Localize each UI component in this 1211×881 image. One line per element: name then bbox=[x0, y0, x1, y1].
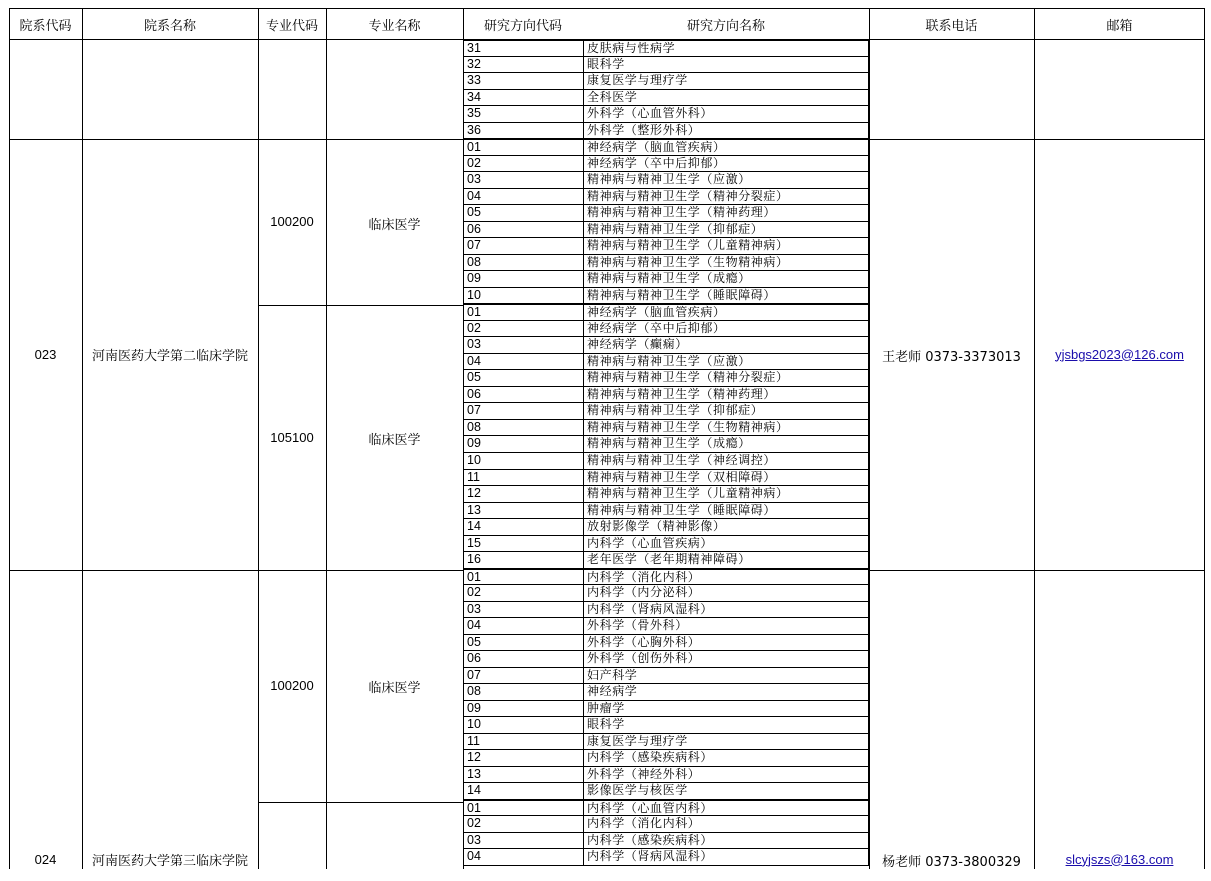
direction-row bbox=[463, 354, 869, 371]
header-major-name: 专业名称 bbox=[326, 8, 463, 40]
direction-row bbox=[463, 470, 869, 487]
direction-row bbox=[463, 503, 869, 520]
direction-row bbox=[463, 337, 869, 354]
direction-row bbox=[463, 552, 869, 569]
admissions-table bbox=[9, 8, 1205, 869]
direction-row bbox=[463, 833, 869, 850]
direction-row bbox=[463, 536, 869, 553]
header-phone: 联系电话 bbox=[869, 8, 1034, 40]
direction-code: 13 bbox=[464, 503, 584, 519]
block-separator bbox=[9, 139, 463, 140]
direction-row bbox=[463, 420, 869, 437]
contact-email[interactable] bbox=[1034, 339, 1205, 369]
direction-code: 09 bbox=[464, 436, 584, 452]
dept-code: 024 bbox=[34, 851, 57, 867]
direction-row bbox=[463, 156, 869, 173]
direction-code: 32 bbox=[464, 57, 584, 73]
major-name: 临床医学 bbox=[368, 432, 421, 448]
direction-row bbox=[463, 90, 869, 107]
direction-row bbox=[463, 734, 869, 751]
direction-name: 精神病与精神卫生学（睡眠障碍） bbox=[587, 502, 777, 517]
direction-code: 07 bbox=[464, 668, 584, 684]
direction-row bbox=[463, 618, 869, 635]
direction-code: 11 bbox=[464, 734, 584, 750]
direction-name: 内科学（肾病风湿科） bbox=[587, 601, 714, 616]
direction-name: 精神病与精神卫生学（抑郁症） bbox=[587, 221, 764, 236]
direction-name: 肿瘤学 bbox=[587, 700, 625, 715]
direction-code: 08 bbox=[464, 420, 584, 436]
direction-name: 眼科学 bbox=[587, 56, 625, 71]
direction-code: 02 bbox=[464, 585, 584, 601]
direction-name: 皮肤病与性病学 bbox=[587, 41, 676, 55]
direction-name: 内科学（消化内科） bbox=[587, 569, 701, 584]
dept-name: 河南医药大学第二临床学院 bbox=[91, 348, 248, 364]
direction-name: 精神病与精神卫生学（精神药理） bbox=[587, 205, 777, 220]
direction-row bbox=[463, 205, 869, 222]
direction-name: 康复医学与理疗学 bbox=[587, 733, 688, 748]
direction-row bbox=[463, 453, 869, 470]
direction-row bbox=[463, 783, 869, 800]
direction-name: 精神病与精神卫生学（精神分裂症） bbox=[587, 188, 789, 203]
direction-row bbox=[463, 569, 869, 586]
direction-row bbox=[463, 486, 869, 503]
direction-row bbox=[463, 370, 869, 387]
contact-email[interactable] bbox=[1034, 844, 1205, 869]
direction-name: 神经病学（癫痫） bbox=[587, 337, 688, 352]
direction-code: 15 bbox=[464, 536, 584, 552]
grid-line bbox=[1204, 8, 1205, 869]
direction-row bbox=[463, 816, 869, 833]
direction-row bbox=[463, 800, 869, 817]
major-code: 100200 bbox=[270, 677, 314, 693]
direction-name: 神经病学（卒中后抑郁） bbox=[587, 320, 726, 335]
direction-code: 01 bbox=[464, 570, 584, 585]
direction-row bbox=[463, 271, 869, 288]
direction-row bbox=[463, 651, 869, 668]
direction-code: 07 bbox=[464, 403, 584, 419]
direction-code: 04 bbox=[464, 189, 584, 205]
contact-phone: 王老师 0373-3373013 bbox=[882, 349, 1021, 365]
direction-code: 05 bbox=[464, 205, 584, 221]
direction-row bbox=[463, 40, 869, 57]
block-separator bbox=[869, 139, 1205, 140]
direction-row bbox=[463, 222, 869, 239]
direction-name: 精神病与精神卫生学（抑郁症） bbox=[587, 403, 764, 418]
direction-name: 精神病与精神卫生学（应激） bbox=[587, 172, 751, 187]
direction-name: 眼科学 bbox=[587, 717, 625, 732]
direction-row bbox=[463, 57, 869, 74]
direction-code: 06 bbox=[464, 651, 584, 667]
email-link[interactable]: slcyjszs@163.com bbox=[1065, 851, 1174, 867]
direction-name: 外科学（整形外科） bbox=[587, 122, 701, 137]
direction-row bbox=[463, 321, 869, 338]
grid-line bbox=[869, 8, 870, 869]
grid-line bbox=[1034, 8, 1035, 869]
direction-name: 内科学（心血管内科） bbox=[587, 800, 714, 815]
direction-row bbox=[463, 701, 869, 718]
direction-name: 放射影像学（精神影像） bbox=[587, 519, 726, 534]
direction-code: 14 bbox=[464, 519, 584, 535]
direction-row bbox=[463, 519, 869, 536]
direction-name: 内科学（感染疾病科） bbox=[587, 750, 714, 765]
direction-code: 08 bbox=[464, 255, 584, 271]
direction-name: 精神病与精神卫生学（成瘾） bbox=[587, 271, 751, 286]
direction-row bbox=[463, 403, 869, 420]
direction-row bbox=[463, 585, 869, 602]
direction-code: 01 bbox=[464, 140, 584, 155]
direction-row bbox=[463, 255, 869, 272]
direction-name: 精神病与精神卫生学（生物精神病） bbox=[587, 419, 789, 434]
direction-name: 妇产科学 bbox=[587, 667, 638, 682]
major-separator bbox=[258, 305, 463, 306]
direction-code: 07 bbox=[464, 238, 584, 254]
dept-code: 023 bbox=[34, 346, 57, 362]
direction-row bbox=[463, 288, 869, 305]
major-code: 105100 bbox=[270, 429, 314, 445]
direction-code: 02 bbox=[464, 321, 584, 337]
direction-code: 08 bbox=[464, 684, 584, 700]
direction-code: 16 bbox=[464, 552, 584, 568]
direction-name: 精神病与精神卫生学（生物精神病） bbox=[587, 254, 789, 269]
grid-line bbox=[82, 8, 83, 869]
direction-code: 05 bbox=[464, 370, 584, 386]
direction-name: 内科学（消化内科） bbox=[587, 816, 701, 831]
header-major-code: 专业代码 bbox=[258, 8, 326, 40]
direction-row bbox=[463, 106, 869, 123]
direction-row bbox=[463, 635, 869, 652]
direction-name: 全科医学 bbox=[587, 89, 638, 104]
direction-name: 精神病与精神卫生学（儿童精神病） bbox=[587, 486, 789, 501]
grid-line bbox=[9, 8, 10, 869]
direction-code: 14 bbox=[464, 783, 584, 799]
direction-code: 06 bbox=[464, 387, 584, 403]
contact-phone: 杨老师 0373-3800329 bbox=[882, 854, 1021, 869]
direction-code: 31 bbox=[464, 41, 584, 56]
direction-code: 34 bbox=[464, 90, 584, 106]
header-dept-code: 院系代码 bbox=[9, 8, 82, 40]
direction-name: 精神病与精神卫生学（双相障碍） bbox=[587, 469, 777, 484]
direction-code: 03 bbox=[464, 172, 584, 188]
direction-name: 精神病与精神卫生学（儿童精神病） bbox=[587, 238, 789, 253]
header-email: 邮箱 bbox=[1034, 8, 1205, 40]
direction-name: 外科学（心血管外科） bbox=[587, 106, 714, 121]
direction-row bbox=[463, 387, 869, 404]
direction-code: 36 bbox=[464, 123, 584, 139]
direction-code: 02 bbox=[464, 156, 584, 172]
direction-code: 13 bbox=[464, 767, 584, 783]
direction-row bbox=[463, 304, 869, 321]
header-direction-code: 研究方向代码 bbox=[463, 8, 583, 40]
direction-name: 精神病与精神卫生学（应激） bbox=[587, 353, 751, 368]
direction-code: 04 bbox=[464, 849, 584, 865]
direction-code: 35 bbox=[464, 106, 584, 122]
direction-code: 33 bbox=[464, 73, 584, 89]
direction-row bbox=[463, 123, 869, 140]
direction-row bbox=[463, 668, 869, 685]
direction-row bbox=[463, 238, 869, 255]
major-name: 临床医学 bbox=[368, 217, 421, 233]
direction-code: 03 bbox=[464, 602, 584, 618]
direction-code: 10 bbox=[464, 717, 584, 733]
direction-name: 影像医学与核医学 bbox=[587, 783, 688, 798]
direction-row bbox=[463, 767, 869, 784]
dept-name: 河南医药大学第三临床学院 bbox=[91, 853, 248, 869]
direction-code: 05 bbox=[464, 635, 584, 651]
direction-row bbox=[463, 602, 869, 619]
direction-code: 02 bbox=[464, 816, 584, 832]
direction-name: 精神病与精神卫生学（精神分裂症） bbox=[587, 370, 789, 385]
direction-name: 神经病学 bbox=[587, 684, 638, 699]
direction-name: 康复医学与理疗学 bbox=[587, 73, 688, 88]
direction-name: 外科学（神经外科） bbox=[587, 766, 701, 781]
direction-code: 10 bbox=[464, 288, 584, 304]
direction-row bbox=[463, 189, 869, 206]
direction-code: 01 bbox=[464, 801, 584, 816]
direction-name: 精神病与精神卫生学（精神药理） bbox=[587, 386, 777, 401]
header-dept-name: 院系名称 bbox=[82, 8, 258, 40]
direction-name: 内科学（内分泌科） bbox=[587, 585, 701, 600]
direction-code: 12 bbox=[464, 750, 584, 766]
major-code: 100200 bbox=[270, 213, 314, 229]
direction-row bbox=[463, 684, 869, 701]
direction-name: 外科学（骨外科） bbox=[587, 618, 688, 633]
direction-code: 10 bbox=[464, 453, 584, 469]
direction-code: 06 bbox=[464, 222, 584, 238]
direction-name: 外科学（创伤外科） bbox=[587, 651, 701, 666]
header-direction-name: 研究方向名称 bbox=[583, 8, 869, 40]
major-name: 临床医学 bbox=[368, 680, 421, 696]
direction-name: 神经病学（卒中后抑郁） bbox=[587, 155, 726, 170]
block-separator bbox=[9, 570, 463, 571]
major-separator bbox=[258, 802, 463, 803]
email-link[interactable]: yjsbgs2023@126.com bbox=[1055, 346, 1184, 362]
block-separator bbox=[869, 570, 1205, 571]
direction-name: 精神病与精神卫生学（睡眠障碍） bbox=[587, 287, 777, 302]
direction-row bbox=[463, 750, 869, 767]
direction-name: 内科学（心血管疾病） bbox=[587, 535, 714, 550]
direction-row bbox=[463, 849, 869, 866]
direction-name: 外科学（心胸外科） bbox=[587, 634, 701, 649]
direction-code: 09 bbox=[464, 271, 584, 287]
direction-row bbox=[463, 717, 869, 734]
direction-name: 精神病与精神卫生学（成瘾） bbox=[587, 436, 751, 451]
direction-name: 精神病与精神卫生学（神经调控） bbox=[587, 453, 777, 467]
direction-code: 01 bbox=[464, 305, 584, 320]
direction-code: 04 bbox=[464, 618, 584, 634]
direction-name: 内科学（感染疾病科） bbox=[587, 832, 714, 847]
direction-code: 04 bbox=[464, 354, 584, 370]
direction-name: 神经病学（脑血管疾病） bbox=[587, 140, 726, 155]
direction-name: 神经病学（脑血管疾病） bbox=[587, 305, 726, 320]
direction-name: 内科学（肾病风湿科） bbox=[587, 849, 714, 864]
direction-code: 03 bbox=[464, 833, 584, 849]
direction-row bbox=[463, 73, 869, 90]
direction-row bbox=[463, 139, 869, 156]
direction-row bbox=[463, 436, 869, 453]
direction-code: 11 bbox=[464, 470, 584, 486]
direction-row bbox=[463, 172, 869, 189]
direction-code: 03 bbox=[464, 337, 584, 353]
direction-code: 12 bbox=[464, 486, 584, 502]
direction-name: 老年医学（老年期精神障碍） bbox=[587, 552, 751, 567]
direction-code: 09 bbox=[464, 701, 584, 717]
